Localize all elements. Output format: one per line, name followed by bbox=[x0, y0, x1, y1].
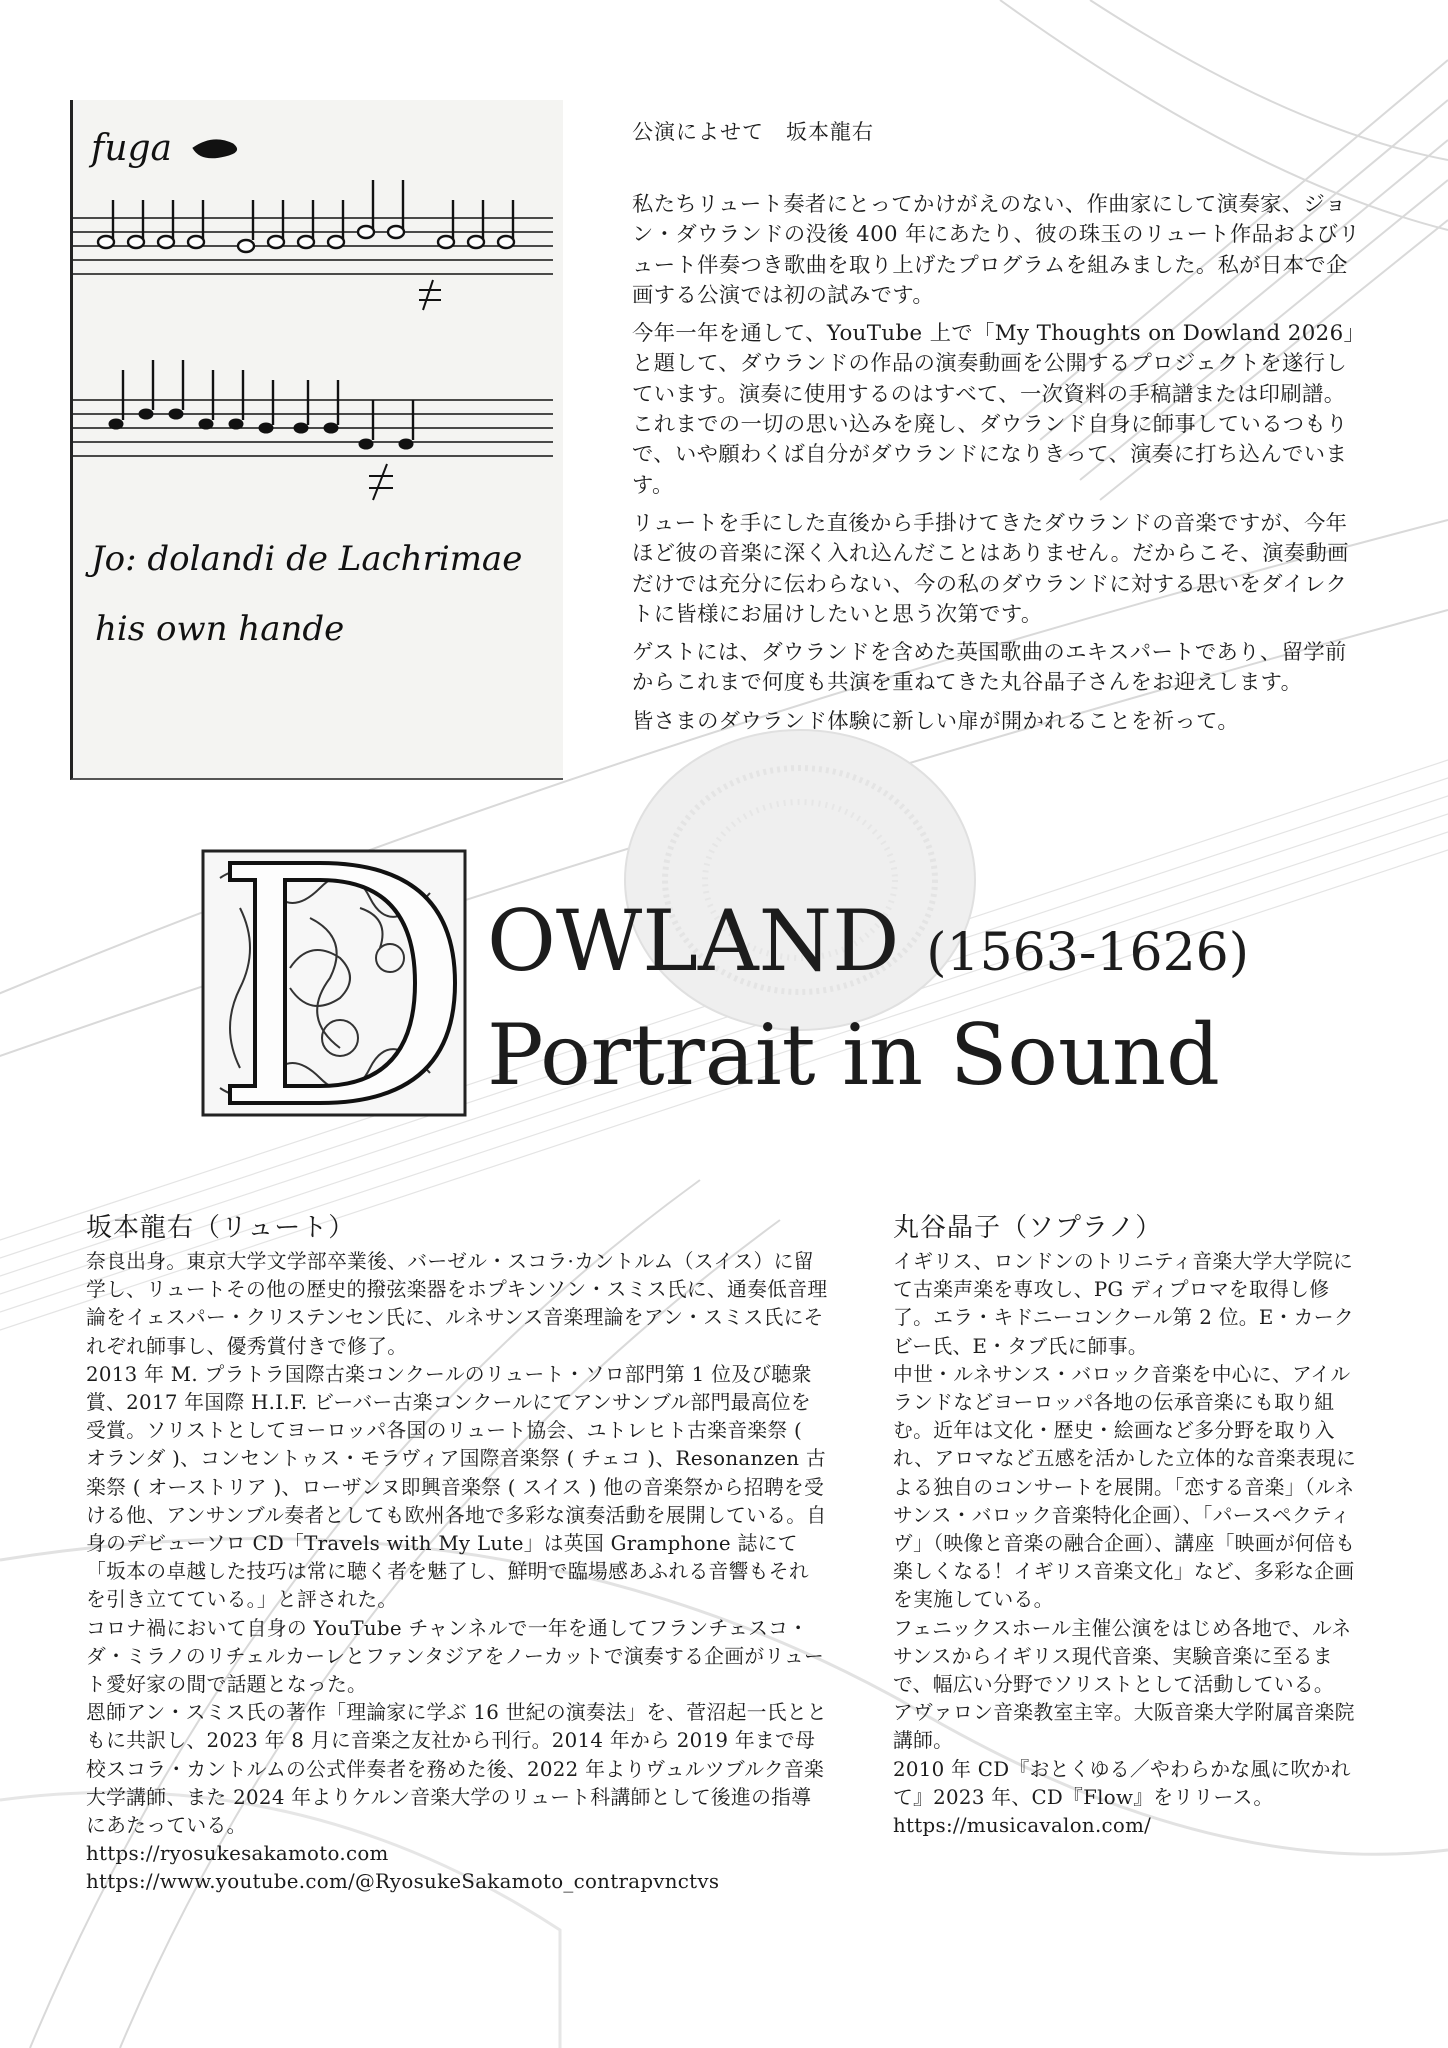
intro-paragraph: リュートを手にした直後から手掛けてきたダウランドの音楽ですが、今年ほど彼の音楽に深く入れ込んだことはありません。だからこそ、演奏動画だけでは充分に伝わらない、今の私のダウランドに対する思いをダイレクトに皆様にお届けしたいと思う次第です。 bbox=[632, 510, 1349, 627]
bio-paragraph: 中世・ルネサンス・バロック音楽を中心に、アイルランドなどヨーロッパ各地の伝承音楽にも取り組む。近年は文化・歴史・絵画など多分野を取り入れ、アロマなど五感を活かした立体的な音楽表現による独自のコンサートを展開。「恋する音楽」（ルネサンス・バロック音楽特化企画）、「パースペクティヴ」（映像と音楽の融合企画）、講座「映画が何倍も楽しくなる！イギリス音楽文化」など、多彩な企画を実施している。 bbox=[893, 1362, 1357, 1612]
bio-paragraph: 2013 年 M. プラトラ国際古楽コンクールのリュート・ソロ部門第 1 位及び聴衆賞、2017 年国際 H.I.F. ビーバー古楽コンクールにてアンサンブル部門最高位を受賞。ソリストとしてヨーロッパ各国のリュート協会、ユトレヒト古楽音楽祭 ( オランダ )、コンセントゥス・モラヴィア国際音楽祭 ( チェコ )、Resonanzen 古楽祭 ( オーストリア )、ローザンヌ即興音楽祭 ( スイス ) 他の音楽祭から招聘を受ける他、アンサンブル奏者としても欧州各地で多彩な演奏活動を展開している。自身のデビューソロ CD「Travels with My Lute」は英国 Gramphone 誌にて「坂本の卓越した技巧は常に聴く者を魅了し、鮮明で臨場感あふれる音響もそれを引き立てている。」と評された。 bbox=[86, 1362, 827, 1612]
bio-marutani-name: 丸谷晶子（ソプラノ） bbox=[893, 1213, 1163, 1243]
marutani-website-link[interactable]: https://musicavalon.com/ bbox=[893, 1814, 1152, 1838]
bio-paragraph: フェニックスホール主催公演をはじめ各地で、ルネサンスからイギリス現代音楽、実験音楽に至るまで、幅広い分野でソリストとして活動している。 bbox=[893, 1616, 1352, 1697]
svg-text:Jo: dolandi de Lachrimae: Jo: dolandi de Lachrimae bbox=[91, 539, 523, 579]
bio-paragraph: 恩師アン・スミス氏の著作「理論家に学ぶ 16 世紀の演奏法」を、菅沼起一氏とともに共訳し、2023 年 8 月に音楽之友社から刊行。2014 年から 2019 年まで母校スコラ・カントルムの公式伴奏者を務めた後、2022 年よりヴュルツブルク音楽大学講師、また 2024 年よりケルン音楽大学のリュート科講師として後進の指導にあたっている。 bbox=[86, 1701, 828, 1838]
intro-paragraph: 今年一年を通して、YouTube 上で「My Thoughts on Dowland 2026」と題して、ダウランドの作品の演奏動画を公開するプロジェクトを遂行しています。演奏に使用するのはすべて、一次資料の手稿譜または印刷譜。これまでの一切の思い込みを廃し、ダウランド自身に師事しているつもりで、いや願わくば自分がダウランドになりきって、演奏に打ち込んでいます。 bbox=[632, 321, 1355, 498]
bio-paragraph: アヴァロン音楽教室主宰。大阪音楽大学附属音楽院講師。 bbox=[893, 1701, 1355, 1753]
decorated-initial-d bbox=[200, 848, 468, 1118]
svg-text:his own hande: his own hande bbox=[95, 609, 345, 649]
intro-heading: 公演によせて 坂本龍右 bbox=[632, 120, 874, 144]
sakamoto-website-link[interactable]: https://ryosukesakamoto.com bbox=[86, 1842, 389, 1866]
bio-marutani-text bbox=[893, 1248, 1363, 1840]
bio-sakamoto-text bbox=[86, 1248, 828, 1897]
bio-paragraph: 2010 年 CD『おとくゆる／やわらかな風に吹かれて』2023 年、CD『Flow』をリリース。 bbox=[893, 1757, 1351, 1809]
title-portrait-in-sound: Portrait in Sound bbox=[487, 1006, 1220, 1104]
intro-paragraph: ゲストには、ダウランドを含めた英国歌曲のエキスパートであり、留学前からこれまで何度も共演を重ねてきた丸谷晶子さんをお迎えします。 bbox=[632, 640, 1347, 696]
title-dowland bbox=[487, 892, 1250, 998]
title-years: (1563-1626) bbox=[926, 923, 1250, 983]
manuscript-image bbox=[70, 100, 563, 780]
bio-sakamoto-name: 坂本龍右（リュート） bbox=[86, 1213, 356, 1243]
title-line-1: OWLAND bbox=[487, 892, 900, 990]
intro-text bbox=[632, 190, 1362, 745]
manuscript-fuga-text: fuga bbox=[91, 128, 173, 169]
bio-paragraph: 奈良出身。東京大学文学部卒業後、バーゼル・スコラ·カントルム（スイス）に留学し、リュートその他の歴史的撥弦楽器をホプキンソン・スミス氏に、通奏低音理論をイェスパー・クリステンセン氏に、ルネサンス音楽理論をアン・スミス氏にそれぞれ師事し、優秀賞付きで修了。 bbox=[86, 1250, 828, 1358]
intro-paragraph: 皆さまのダウランド体験に新しい扉が開かれることを祈って。 bbox=[632, 708, 1240, 734]
intro-paragraph: 私たちリュート奏者にとってかけがえのない、作曲家にして演奏家、ジョン・ダウランドの没後 400 年にあたり、彼の珠玉のリュート作品およびリュート伴奏つき歌曲を取り上げたプログラムを組みました。私が日本で企画する公演では初の試みです。 bbox=[632, 192, 1361, 308]
bio-paragraph: イギリス、ロンドンのトリニティ音楽大学大学院にて古楽声楽を専攻し、PG ディプロマを取得し修了。エラ・キドニーコンクール第 2 位。E・カークビー氏、E・タブ氏に師事。 bbox=[893, 1250, 1354, 1358]
bio-paragraph: コロナ禍において自身の YouTube チャンネルで一年を通してフランチェスコ・ダ・ミラノのリチェルカーレとファンタジアをノーカットで演奏する企画がリュート愛好家の間で話題となった。 bbox=[86, 1616, 825, 1697]
sakamoto-youtube-link[interactable]: https://www.youtube.com/@RyosukeSakamoto_contrapvnctvs bbox=[86, 1870, 720, 1894]
